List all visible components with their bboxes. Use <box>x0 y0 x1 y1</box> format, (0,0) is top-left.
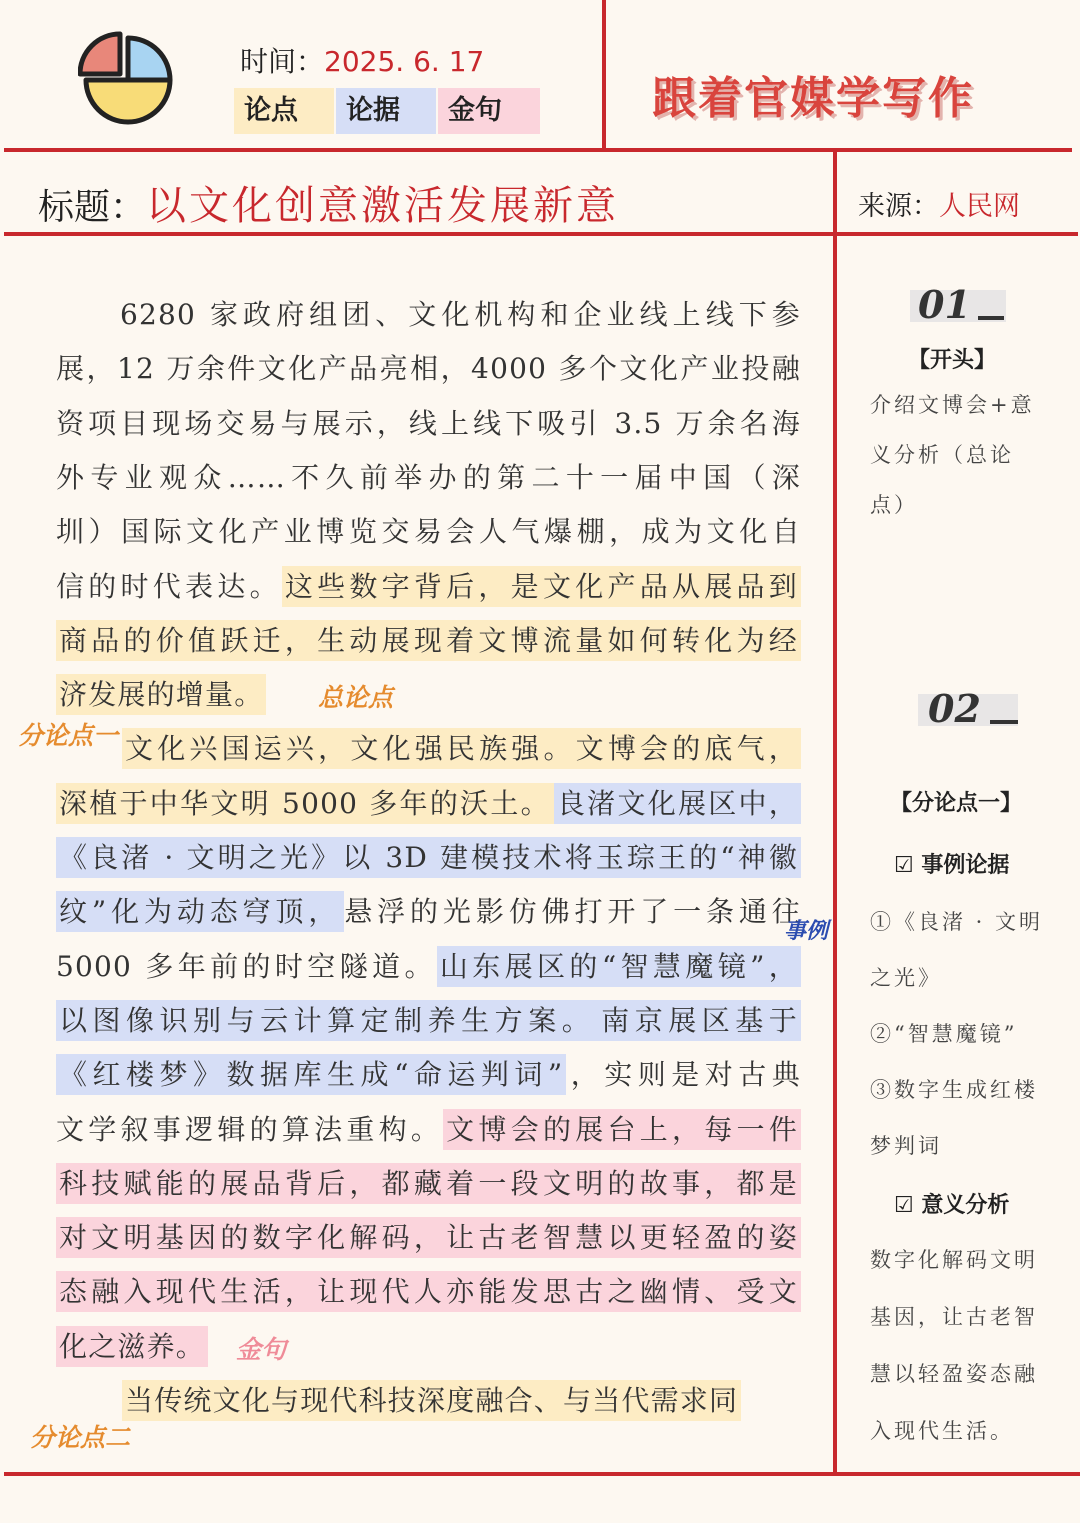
time-label-text: 时间： <box>240 45 325 78</box>
highlighted-text: 态融入现代生活，让现代人亦能发思古之幽情、受文 <box>56 1271 801 1312</box>
section-1-line: 介绍文博会+意 <box>870 393 1035 417</box>
article-line <box>56 831 801 885</box>
highlighted-text: 商品的价值跃迁，生动展现着文博流量如何转化为经 <box>56 620 801 661</box>
article-line <box>56 1103 801 1157</box>
tag-golden-sentence: 金句 <box>438 88 540 134</box>
highlighted-text: 文化兴国运兴，文化强民族强。文博会的底气， <box>122 728 801 769</box>
note-golden-sentence: 金句 <box>236 1335 287 1364</box>
checkbox-icon: ☑ <box>894 853 914 878</box>
article-text: 6280 家政府组团、文化机构和企业线上线下参 <box>120 298 801 331</box>
footer-rule <box>4 1472 1080 1476</box>
highlighted-text: 深植于中华文明 5000 多年的沃土。 <box>56 783 554 824</box>
article-line <box>56 1048 801 1102</box>
analysis-text <box>870 1232 1060 1460</box>
article-line <box>56 668 801 722</box>
article-line <box>56 342 801 396</box>
article-text: 外专业观众……不久前举办的第二十一届中国（深 <box>56 460 801 494</box>
analysis-line: 数字化解码文明 <box>870 1248 1038 1272</box>
highlighted-text: 纹”化为动态穹顶， <box>56 891 344 932</box>
evidence-item: 梦判词 <box>870 1134 942 1158</box>
article-text: 信的时代表达。 <box>56 569 282 603</box>
source-value: 人民网 <box>939 191 1020 222</box>
highlighted-text: 文博会的展台上，每一件 <box>443 1109 801 1150</box>
article-text: 悬浮的光影仿佛打开了一条通往 <box>344 895 801 929</box>
highlighted-text: 山东展区的“智慧魔镜”， <box>437 946 801 987</box>
section-1-text <box>870 380 1060 530</box>
date-value: 2025. 6. 17 <box>324 45 485 78</box>
header-divider <box>602 0 606 150</box>
analysis-line: 入现代生活。 <box>870 1419 1014 1443</box>
highlighted-text: 《良渚 · 文明之光》以 3D 建模技术将玉琮王的“神徽 <box>56 837 801 878</box>
article-line <box>56 777 801 831</box>
article-text: 文学叙事逻辑的算法重构。 <box>56 1112 444 1146</box>
title-value: 以文化创意激活发展新意 <box>146 183 620 229</box>
sidebar-divider <box>833 150 837 1475</box>
highlighted-text: 化之滋养。 <box>56 1326 208 1367</box>
evidence-item: 之光》 <box>870 966 942 990</box>
article-line <box>56 1320 801 1374</box>
header-rule <box>4 148 1072 152</box>
pie-chart-logo-icon <box>78 30 178 130</box>
evidence-list <box>870 894 1060 1174</box>
article-line <box>56 614 801 668</box>
article-text: 5000 多年前的时空隧道。 <box>56 949 437 983</box>
source <box>858 184 1020 223</box>
title-rule <box>4 232 1078 236</box>
article-text: 资项目现场交易与展示，线上线下吸引 3.5 万余名海 <box>56 406 801 440</box>
evidence-item: ③数字生成红楼 <box>870 1078 1038 1102</box>
article-line <box>56 994 801 1048</box>
section-1-number: 01 <box>918 282 971 327</box>
article-text: 展，12 万余件文化产品亮相，4000 多个文化产业投融 <box>56 352 801 386</box>
article-line <box>56 560 801 614</box>
article-line <box>56 505 801 559</box>
highlighted-text: 《红楼梦》数据库生成“命运判词” <box>56 1054 566 1095</box>
evidence-heading: 事例论据 <box>921 853 1010 878</box>
analysis-checkbox <box>894 1188 1009 1219</box>
tag-evidence: 论据 <box>336 88 436 134</box>
article-line <box>56 1265 801 1319</box>
highlighted-text: 以图像识别与云计算定制养生方案。 <box>56 1000 598 1041</box>
article-line <box>122 722 801 776</box>
article-line <box>56 885 801 939</box>
article-line <box>56 1157 801 1211</box>
article-line <box>120 288 801 342</box>
analysis-line: 基因，让古老智 <box>870 1305 1038 1329</box>
highlighted-text: 这些数字背后，是文化产品从展品到 <box>282 566 801 607</box>
note-main-point: 总论点 <box>318 683 394 712</box>
section-2-number: 02 <box>928 686 981 731</box>
article-line <box>122 1374 801 1428</box>
tag-argument: 论点 <box>234 88 334 134</box>
article-line <box>56 1211 801 1265</box>
highlighted-text: 南京展区基于 <box>598 1000 801 1041</box>
checkbox-icon: ☑ <box>894 1193 914 1218</box>
article-line <box>56 940 801 994</box>
article-line <box>56 397 801 451</box>
note-example: 事例 <box>784 919 829 944</box>
evidence-item: ①《良渚 · 文明 <box>870 910 1044 934</box>
highlighted-text: 济发展的增量。 <box>56 674 266 715</box>
date-label <box>240 40 484 80</box>
analysis-line: 慧以轻盈姿态融 <box>870 1362 1038 1386</box>
article-line <box>56 451 801 505</box>
highlighted-text: 良渚文化展区中， <box>554 783 801 824</box>
section-1-line: 点） <box>870 493 918 517</box>
source-label: 来源： <box>858 191 939 222</box>
highlighted-text: 对文明基因的数字化解码，让古老智慧以更轻盈的姿 <box>56 1217 801 1258</box>
section-1-line: 义分析（总论 <box>870 443 1014 467</box>
section-1-dash <box>978 316 1004 320</box>
analysis-heading: 意义分析 <box>921 1193 1010 1218</box>
section-2-dash <box>990 720 1018 724</box>
note-sub-point-1: 分论点一 <box>18 721 119 750</box>
slogan: 跟着官媒学写作 <box>652 73 974 124</box>
highlighted-text: 当传统文化与现代科技深度融合、与当代需求同 <box>122 1380 741 1421</box>
evidence-item: ②“智慧魔镜” <box>870 1022 1018 1046</box>
article-text: 圳）国际文化产业博览交易会人气爆棚，成为文化自 <box>56 515 801 549</box>
section-2-heading: 【分论点一】 <box>890 791 1023 816</box>
page-title <box>38 174 619 231</box>
note-sub-point-2: 分论点二 <box>30 1423 131 1452</box>
section-1-heading: 【开头】 <box>908 348 997 373</box>
highlighted-text: 科技赋能的展品背后，都藏着一段文明的故事，都是 <box>56 1163 801 1204</box>
article-text: ，实则是对古典 <box>566 1058 801 1092</box>
title-label-text: 标题： <box>38 187 147 228</box>
evidence-checkbox <box>894 848 1009 879</box>
